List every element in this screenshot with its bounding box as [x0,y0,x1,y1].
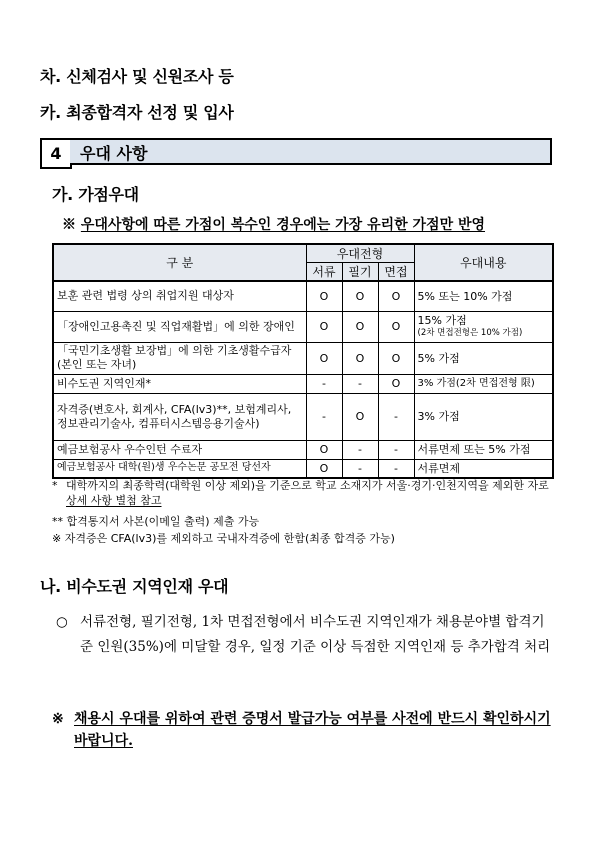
final-notice-mark: ※ [52,711,64,727]
footnote-2-text: 합격통지서 사본(이메일 출력) 제출 가능 [66,515,260,528]
table-row [53,374,553,393]
row-content: 5% 또는 10% 가점 [414,281,553,311]
table-row [53,281,553,311]
row-doc: O [306,281,342,311]
row-label: 비수도권 지역인재* [53,374,306,393]
row-content-note: (2차 면접전형은 10% 가점) [417,327,523,338]
row-written: O [342,281,378,311]
row-interview: - [378,459,414,478]
notice-text: 우대사항에 따른 가점이 복수인 경우에는 가장 유리한 가점만 반영 [80,217,486,233]
row-label: 보훈 관련 법령 상의 취업지원 대상자 [53,281,306,311]
row-content: 3% 가점 [414,393,553,440]
bullet-icon: ○ [56,614,68,630]
row-doc: O [306,459,342,478]
header-content: 우대내용 [414,244,553,281]
table-row [53,459,553,478]
footnote-1-body [66,478,552,508]
row-interview: - [378,440,414,459]
final-notice-text: 채용시 우대를 위하여 관련 증명서 발급가능 여부를 사전에 반드시 확인하시기 바랍니다. [74,711,551,749]
row-content: 서류면제 또는 5% 가점 [414,440,553,459]
row-written: O [342,342,378,374]
subsection-a-title: 가. 가점우대 [52,185,139,204]
footnote-3-text: 자격증은 CFA(lv3)를 제외하고 국내자격증에 한함(최종 합격증 가능) [64,532,395,545]
row-interview: O [378,342,414,374]
row-written: O [342,311,378,342]
footnote-2 [52,514,552,529]
final-notice [52,708,552,752]
row-interview: O [378,374,414,393]
row-content: 서류면제 [414,459,553,478]
subsection-b-body [56,610,552,660]
footnote-2-mark: ** [52,515,63,528]
row-written: - [342,440,378,459]
row-label: 「국민기초생활 보장법」에 의한 기초생활수급자 (본인 또는 자녀) [53,342,306,374]
row-doc: - [306,393,342,440]
footnote-1-text: 대학까지의 최종학력(대학원 이상 제외)을 기준으로 학교 소재지가 서울·경기·인천지역을 제외한 자로 [66,479,549,492]
preference-table [52,243,554,479]
row-interview: - [378,393,414,440]
header-stage-group: 우대전형 [306,244,414,263]
header-stage-written: 필기 [342,263,378,282]
row-label: 자격증(변호사, 회계사, CFA(lv3)**, 보험계리사, 정보관리기술사, 컴퓨터시스템응용기술사) [53,393,306,440]
row-doc: O [306,342,342,374]
header-category: 구 분 [53,244,306,281]
header-stage-interview: 면접 [378,263,414,282]
subsection-a-notice [62,214,552,234]
row-content [414,311,553,342]
row-written: - [342,459,378,478]
row-interview: O [378,311,414,342]
row-label: 예금보험공사 우수인턴 수료자 [53,440,306,459]
footnote-3-mark: ※ [52,532,62,545]
table-row [53,311,553,342]
table-row [53,342,553,374]
row-written: O [342,393,378,440]
section-title: 우대 사항 [70,138,552,165]
header-stage-doc: 서류 [306,263,342,282]
heading-cha: 차. 신체검사 및 신원조사 등 [40,67,234,86]
row-label: 예금보험공사 대학(원)생 우수논문 공모전 당선자 [53,459,306,478]
row-doc: - [306,374,342,393]
table-row [53,440,553,459]
row-content: 5% 가점 [414,342,553,374]
footnote-3 [52,531,552,546]
row-content: 3% 가점(2차 면접전형 限) [414,374,553,393]
subsection-b-text: 서류전형, 필기전형, 1차 면접전형에서 비수도권 지역인재가 채용분야별 합격기준 인원(35%)에 미달할 경우, 일정 기준 이상 득점한 지역인재 등 추가합격 처리 [80,614,551,655]
subsection-b-title: 나. 비수도권 지역인재 우대 [40,577,229,596]
footnote-1-mark: * [52,479,58,492]
row-label: 「장애인고용촉진 및 직업재활법」에 의한 장애인 [53,311,306,342]
notice-mark: ※ [62,217,76,233]
section-number: 4 [40,138,72,169]
row-written: - [342,374,378,393]
footnote-1-link: 상세 사항 별첨 참고 [66,494,162,507]
table-row [53,393,553,440]
row-doc: O [306,440,342,459]
row-content-main: 15% 가점 [417,313,467,327]
row-interview: O [378,281,414,311]
footnote-1 [52,478,552,508]
heading-ka: 카. 최종합격자 선정 및 입사 [40,103,234,122]
row-doc: O [306,311,342,342]
